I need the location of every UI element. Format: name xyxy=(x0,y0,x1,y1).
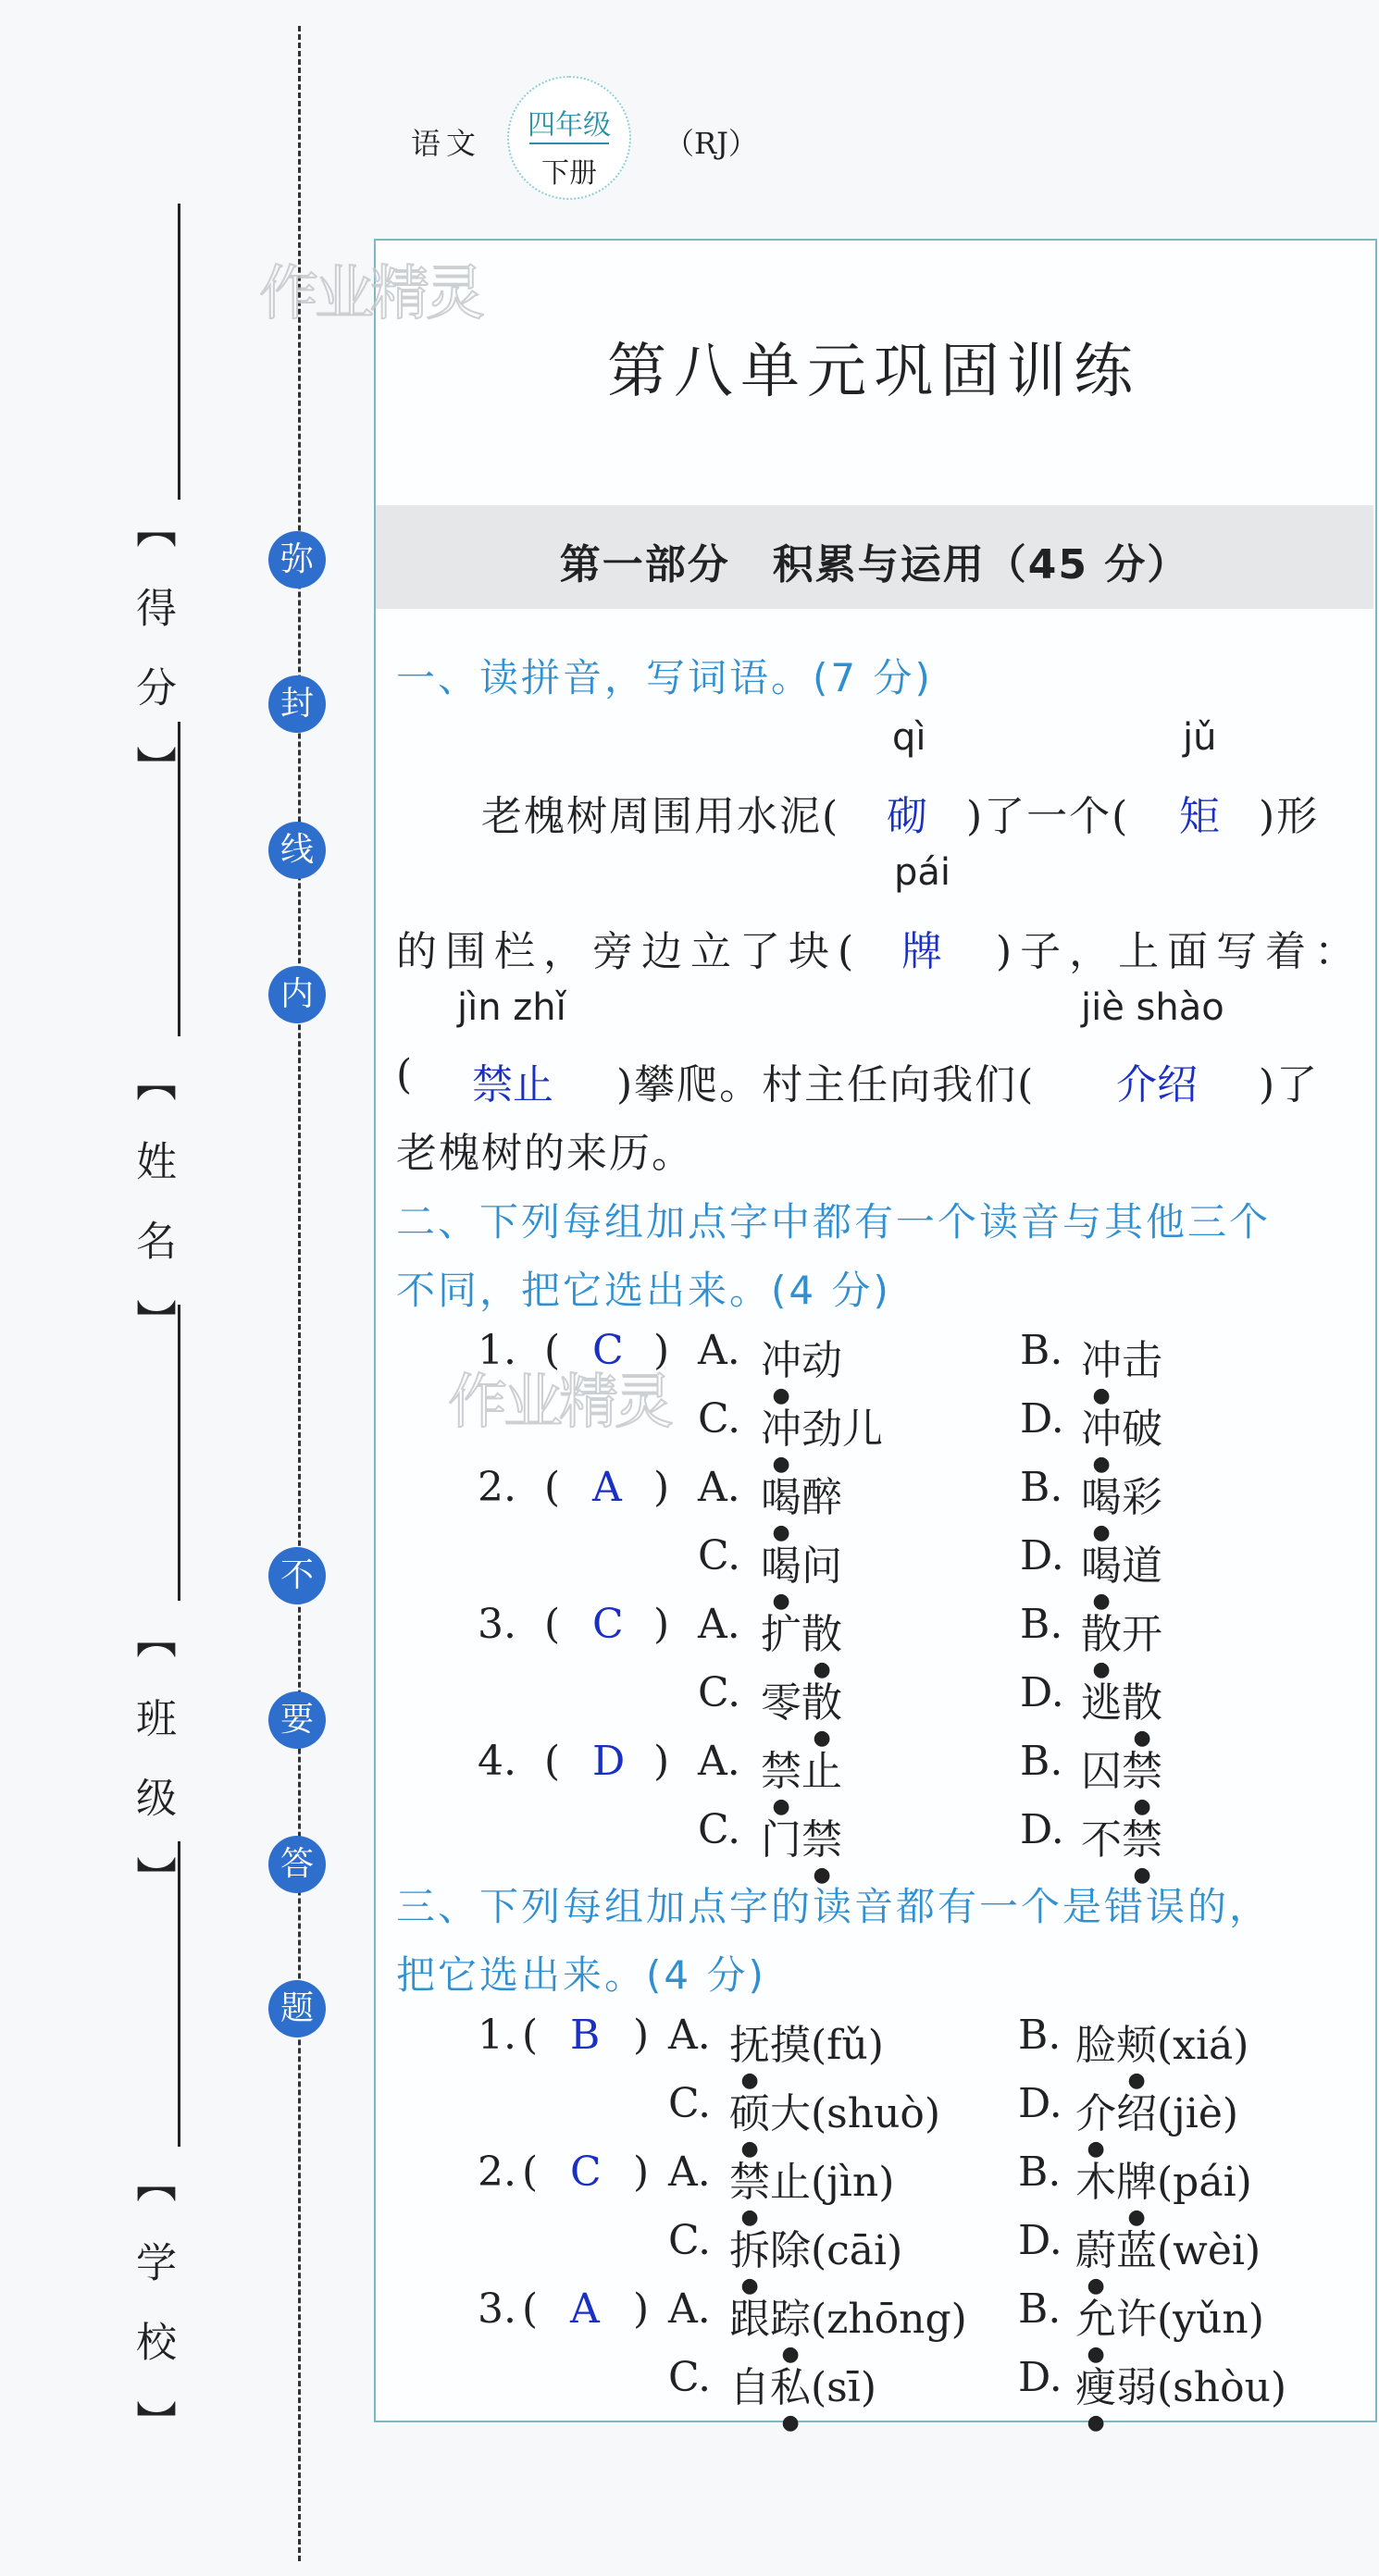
option-letter: C. xyxy=(698,1806,741,1853)
answer: 牌 xyxy=(901,928,942,975)
seal-char: 答 xyxy=(268,1836,326,1893)
bracket-close: ) xyxy=(653,1601,670,1648)
dotted-char: 禁 xyxy=(1122,1748,1162,1795)
bracket-open: ( xyxy=(544,1738,561,1785)
option-text: 瘦弱(shòu) xyxy=(1075,2364,1287,2411)
dotted-char: 散 xyxy=(1081,1611,1122,1658)
dotted-char: 禁 xyxy=(1122,1816,1162,1864)
bracket-open: ( xyxy=(544,1327,561,1374)
section-heading: 二、下列每组加点字中都有一个读音与其他三个 xyxy=(396,1199,1272,1245)
class-field-label: 【 班 级 】 xyxy=(129,1617,176,1910)
dotted-char: 介 xyxy=(1075,2090,1116,2137)
answer: B xyxy=(570,2012,601,2059)
seal-char: 要 xyxy=(268,1691,326,1749)
bracket-close: ) xyxy=(633,2012,650,2059)
option-letter: D. xyxy=(1018,2080,1062,2127)
option-text: 抚摸(fǔ) xyxy=(729,2022,884,2069)
option-text: 硕大(shuò) xyxy=(729,2090,941,2137)
bracket-open: ( xyxy=(522,2149,539,2196)
bracket-close: ) xyxy=(633,2149,650,2196)
name-field-line xyxy=(178,722,180,1036)
bracket-open: ( xyxy=(544,1601,561,1648)
option-letter: B. xyxy=(1020,1327,1063,1374)
dotted-char: 禁 xyxy=(729,2159,770,2206)
option-letter: A. xyxy=(698,1327,740,1374)
page-title: 第八单元巩固训练 xyxy=(607,338,1140,406)
bracket-close: ) xyxy=(653,1327,670,1374)
option-text: 禁止(jìn) xyxy=(729,2159,895,2206)
score-field-line xyxy=(178,204,180,500)
school-field-line xyxy=(178,1841,180,2147)
option-text: 扩散 xyxy=(761,1611,842,1658)
dotted-char: 喝 xyxy=(761,1542,801,1590)
dotted-char: 喝 xyxy=(1081,1474,1122,1521)
text-line: )了 xyxy=(1259,1061,1320,1108)
question-number: 1. xyxy=(478,2012,516,2059)
option-letter: C. xyxy=(668,2217,712,2264)
text-line: )子，上面写着： xyxy=(996,928,1364,975)
dotted-char: 蔚 xyxy=(1075,2227,1116,2274)
question-number: 2. xyxy=(478,2149,516,2196)
option-letter: D. xyxy=(1020,1806,1064,1853)
dotted-char: 冲 xyxy=(1081,1337,1122,1384)
text-line: 老槐树的来历。 xyxy=(396,1130,694,1177)
answer: C xyxy=(570,2149,602,2196)
dotted-char: 散 xyxy=(801,1611,842,1658)
answer: C xyxy=(592,1327,624,1374)
option-letter: B. xyxy=(1020,1738,1063,1785)
text-line: )了一个( xyxy=(966,793,1130,840)
dotted-char: 散 xyxy=(801,1679,842,1727)
section-heading: 不同，把它选出来。(4 分) xyxy=(396,1268,891,1313)
option-text: 囚禁 xyxy=(1081,1748,1162,1795)
option-text: 允许(yǔn) xyxy=(1075,2296,1264,2343)
answer: A xyxy=(570,2285,600,2333)
pinyin: jiè shào xyxy=(1081,986,1224,1029)
section-heading: 把它选出来。(4 分) xyxy=(396,1952,766,1998)
option-letter: C. xyxy=(698,1532,741,1579)
option-letter: A. xyxy=(668,2012,711,2059)
text-line: )形 xyxy=(1259,793,1320,840)
option-letter: A. xyxy=(698,1738,740,1785)
cut-line xyxy=(298,26,301,2561)
pinyin: pái xyxy=(894,851,951,894)
option-text: 喝问 xyxy=(761,1542,842,1590)
option-text: 脸颊(xiá) xyxy=(1075,2022,1249,2069)
section-heading: 一、读拼音，写词语。(7 分) xyxy=(396,655,933,700)
option-letter: D. xyxy=(1018,2217,1062,2264)
answer: 矩 xyxy=(1179,793,1220,840)
seal-char: 内 xyxy=(268,966,326,1023)
question-number: 2. xyxy=(478,1464,516,1511)
school-field-label: 【 学 校 】 xyxy=(129,2161,176,2454)
dotted-char: 硕 xyxy=(729,2090,770,2137)
dotted-char: 禁 xyxy=(761,1748,801,1795)
question-number: 3. xyxy=(478,1601,516,1648)
option-letter: D. xyxy=(1020,1395,1064,1443)
option-text: 喝彩 xyxy=(1081,1474,1162,1521)
option-letter: C. xyxy=(668,2354,712,2401)
name-field-label: 【 姓 名 】 xyxy=(129,1060,176,1353)
dotted-char: 私 xyxy=(770,2364,811,2411)
option-text: 喝醉 xyxy=(761,1474,842,1521)
dotted-char: 冲 xyxy=(1081,1406,1122,1453)
option-text: 冲劲儿 xyxy=(761,1406,883,1453)
question-number: 3. xyxy=(478,2285,516,2333)
option-letter: B. xyxy=(1020,1601,1063,1648)
text-line: )攀爬。村主任向我们( xyxy=(616,1061,1036,1108)
answer: A xyxy=(592,1464,622,1511)
bracket-close: ) xyxy=(653,1464,670,1511)
option-text: 不禁 xyxy=(1081,1816,1162,1864)
subject-label: 语文 xyxy=(411,126,482,161)
volume-label: 下册 xyxy=(541,157,597,190)
option-text: 禁止 xyxy=(761,1748,842,1795)
option-letter: D. xyxy=(1018,2354,1062,2401)
part-heading: 第一部分 积累与运用（45 分） xyxy=(559,541,1190,588)
text-line: 老槐树周围用水泥( xyxy=(481,793,840,840)
option-text: 拆除(cāi) xyxy=(729,2227,903,2274)
dotted-char: 拆 xyxy=(729,2227,770,2274)
dotted-char: 冲 xyxy=(761,1406,801,1453)
pinyin: jǔ xyxy=(1183,716,1217,759)
option-letter: B. xyxy=(1018,2012,1062,2059)
option-text: 门禁 xyxy=(761,1816,842,1864)
dotted-char: 散 xyxy=(1122,1679,1162,1727)
option-letter: D. xyxy=(1020,1669,1064,1716)
seal-char: 不 xyxy=(268,1547,326,1604)
dotted-char: 冲 xyxy=(761,1337,801,1384)
question-number: 1. xyxy=(478,1327,516,1374)
pinyin: qì xyxy=(892,716,926,759)
bracket-open: ( xyxy=(544,1464,561,1511)
answer: 砌 xyxy=(887,793,927,840)
score-field-label: 【 得 分 】 xyxy=(129,507,176,799)
option-text: 自私(sī) xyxy=(729,2364,876,2411)
option-letter: D. xyxy=(1020,1532,1064,1579)
option-text: 木牌(pái) xyxy=(1075,2159,1252,2206)
seal-char: 线 xyxy=(268,822,326,879)
dotted-char: 抚 xyxy=(729,2022,770,2069)
option-text: 跟踪(zhōng) xyxy=(729,2296,967,2343)
dotted-char: 瘦 xyxy=(1075,2364,1116,2411)
bracket-close: ) xyxy=(633,2285,650,2333)
bracket-open: ( xyxy=(522,2285,539,2333)
option-letter: B. xyxy=(1020,1464,1063,1511)
grade-label: 四年级 xyxy=(528,109,611,142)
text-line: 的围栏，旁边立了块( xyxy=(396,928,863,975)
seal-char: 题 xyxy=(268,1980,326,2037)
watermark-logo: 作业精灵 xyxy=(448,1368,670,1437)
grade-badge xyxy=(507,76,631,200)
option-letter: B. xyxy=(1018,2285,1062,2333)
option-text: 散开 xyxy=(1081,1611,1162,1658)
dotted-char: 允 xyxy=(1075,2296,1116,2343)
watermark-logo: 作业精灵 xyxy=(259,260,481,328)
option-letter: A. xyxy=(698,1601,740,1648)
grade-divider xyxy=(529,142,609,144)
option-text: 冲击 xyxy=(1081,1337,1162,1384)
pinyin: jìn zhǐ xyxy=(457,986,566,1029)
option-letter: A. xyxy=(668,2285,711,2333)
seal-char: 弥 xyxy=(268,531,326,588)
option-text: 零散 xyxy=(761,1679,842,1727)
option-letter: C. xyxy=(698,1669,741,1716)
section-heading: 三、下列每组加点字的读音都有一个是错误的， xyxy=(396,1884,1272,1929)
dotted-char: 禁 xyxy=(801,1816,842,1864)
option-letter: A. xyxy=(668,2149,711,2196)
option-letter: C. xyxy=(698,1395,741,1443)
text-line: ( xyxy=(396,1051,415,1098)
dotted-char: 牌 xyxy=(1116,2159,1157,2206)
answer: 禁止 xyxy=(472,1061,553,1108)
option-text: 喝道 xyxy=(1081,1542,1162,1590)
option-letter: A. xyxy=(698,1464,740,1511)
edition-label: （RJ） xyxy=(665,126,758,161)
option-text: 介绍(jiè) xyxy=(1075,2090,1239,2137)
answer: 介绍 xyxy=(1116,1061,1198,1108)
answer: D xyxy=(592,1738,626,1785)
question-number: 4. xyxy=(478,1738,516,1785)
option-text: 逃散 xyxy=(1081,1679,1162,1727)
dotted-char: 颊 xyxy=(1116,2022,1157,2069)
option-text: 冲破 xyxy=(1081,1406,1162,1453)
seal-char: 封 xyxy=(268,675,326,733)
option-letter: B. xyxy=(1018,2149,1062,2196)
answer: C xyxy=(592,1601,624,1648)
option-letter: C. xyxy=(668,2080,712,2127)
bracket-open: ( xyxy=(522,2012,539,2059)
dotted-char: 喝 xyxy=(1081,1542,1122,1590)
class-field-line xyxy=(178,1305,180,1601)
dotted-char: 踪 xyxy=(770,2296,811,2343)
dotted-char: 喝 xyxy=(761,1474,801,1521)
option-text: 冲动 xyxy=(761,1337,842,1384)
bracket-close: ) xyxy=(653,1738,670,1785)
option-text: 蔚蓝(wèi) xyxy=(1075,2227,1261,2274)
